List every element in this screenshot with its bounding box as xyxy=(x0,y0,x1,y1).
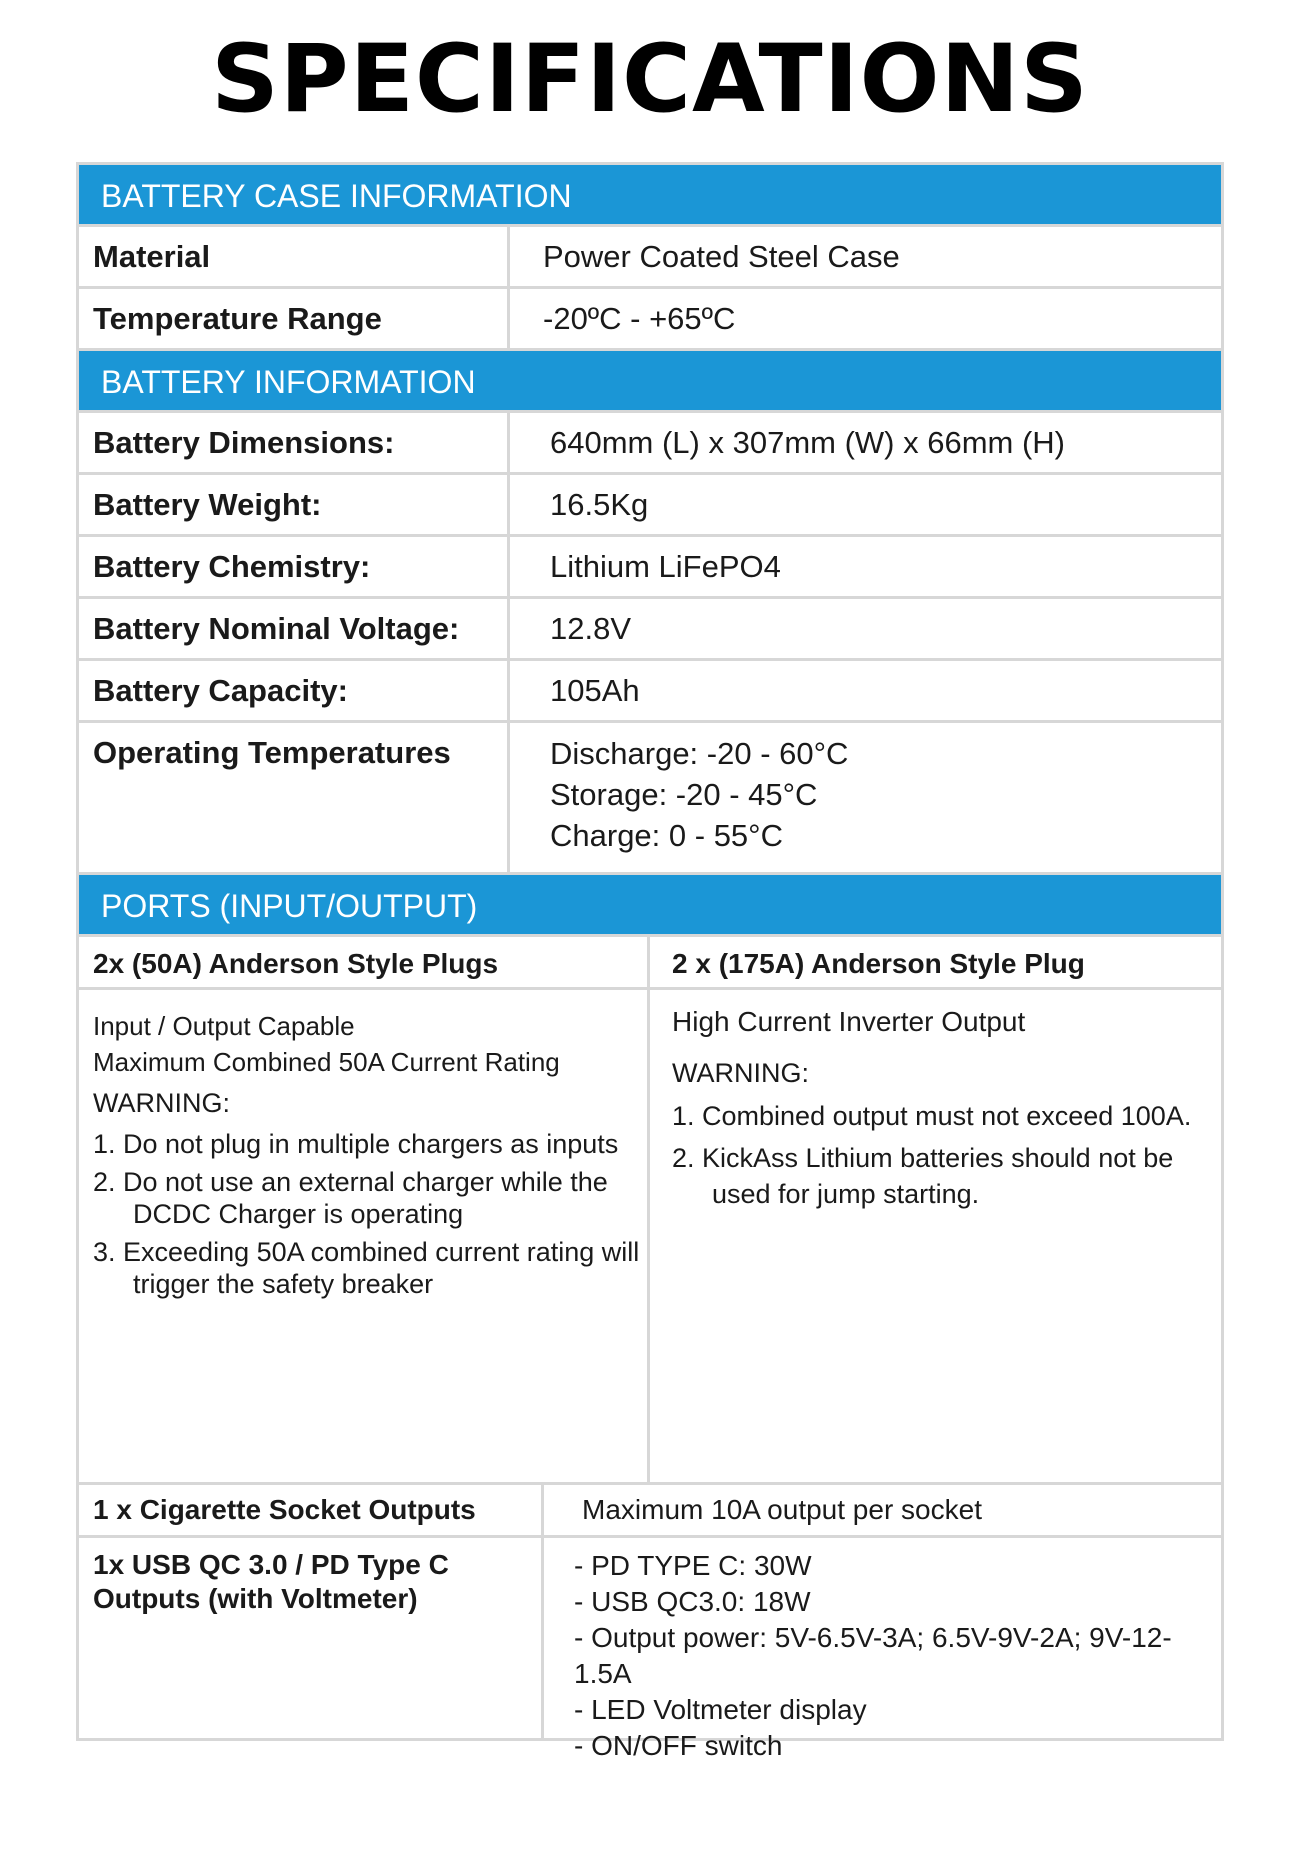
warning-heading: WARNING: xyxy=(672,1058,809,1088)
spec-row-cigarette-socket xyxy=(79,1485,1221,1538)
port-column-175a xyxy=(650,937,1221,1482)
spec-value: Maximum 10A output per socket xyxy=(582,1494,982,1525)
warning-item: 3. Exceeding 50A combined current rating will trigger the safety breaker xyxy=(93,1237,640,1299)
section-header-battery-information: BATTERY INFORMATION xyxy=(79,351,1221,413)
spec-row-nominal-voltage xyxy=(79,599,1221,661)
spec-value: 105Ah xyxy=(550,672,640,708)
warning-heading: WARNING: xyxy=(93,1088,230,1118)
warning-item: 2. KickAss Lithium batteries should not be used for jump starting. xyxy=(672,1143,1174,1209)
usb-label-line: 1x USB QC 3.0 / PD Type C xyxy=(93,1549,449,1580)
usb-spec-item: - LED Voltmeter display xyxy=(574,1694,867,1725)
spec-row-chemistry xyxy=(79,537,1221,599)
spec-value: 640mm (L) x 307mm (W) x 66mm (H) xyxy=(550,424,1065,460)
port-feature-line: Maximum Combined 50A Current Rating xyxy=(93,1047,560,1077)
spec-label: Battery Dimensions: xyxy=(79,413,510,472)
section-header-battery-case: BATTERY CASE INFORMATION xyxy=(79,165,1221,227)
port-details xyxy=(650,990,1221,1482)
spec-label: Temperature Range xyxy=(79,289,510,348)
operating-temp-storage: Storage: -20 - 45°C xyxy=(550,777,818,812)
spec-row-usb-outputs xyxy=(79,1538,1221,1761)
spec-value xyxy=(544,1538,1221,1761)
usb-spec-item: - PD TYPE C: 30W xyxy=(574,1550,812,1581)
spec-value xyxy=(510,723,1221,872)
spec-label: Material xyxy=(79,227,510,286)
page-title: SPECIFICATIONS xyxy=(211,25,1089,134)
spec-row-weight xyxy=(79,475,1221,537)
usb-spec-item: - ON/OFF switch xyxy=(574,1730,783,1761)
spec-label xyxy=(79,1538,544,1738)
operating-temp-charge: Charge: 0 - 55°C xyxy=(550,818,783,853)
specifications-table xyxy=(76,162,1224,1761)
spec-value: 12.8V xyxy=(550,610,632,646)
spec-value: Lithium LiFePO4 xyxy=(550,548,781,584)
spec-label: 1 x Cigarette Socket Outputs xyxy=(79,1485,544,1535)
spec-row-dimensions xyxy=(79,413,1221,475)
spec-value: -20ºC - +65ºC xyxy=(543,300,736,336)
spec-row-operating-temperatures xyxy=(79,723,1221,875)
port-column-50a xyxy=(79,937,650,1482)
spec-label: Battery Weight: xyxy=(79,475,510,534)
spec-label: Operating Temperatures xyxy=(79,723,510,872)
usb-label-line: Outputs (with Voltmeter) xyxy=(93,1583,418,1614)
spec-row-temperature-range xyxy=(79,289,1221,351)
spec-value: 16.5Kg xyxy=(550,486,649,522)
usb-spec-item: - USB QC3.0: 18W xyxy=(574,1586,811,1617)
port-title: 2x (50A) Anderson Style Plugs xyxy=(79,937,647,990)
spec-value: Power Coated Steel Case xyxy=(543,238,900,274)
warning-item: 1. Do not plug in multiple chargers as inputs xyxy=(93,1129,619,1159)
port-feature-line: High Current Inverter Output xyxy=(672,1006,1026,1037)
operating-temp-discharge: Discharge: -20 - 60°C xyxy=(550,736,849,771)
spec-label: Battery Nominal Voltage: xyxy=(79,599,510,658)
usb-spec-item: - Output power: 5V-6.5V-3A; 6.5V-9V-2A; 9V-12-1.5A xyxy=(574,1622,1172,1689)
port-title: 2 x (175A) Anderson Style Plug xyxy=(650,937,1221,990)
warning-item: 2. Do not use an external charger while the DCDC Charger is operating xyxy=(93,1167,608,1229)
port-details xyxy=(79,990,647,1482)
spec-row-material xyxy=(79,227,1221,289)
ports-grid xyxy=(79,937,1221,1485)
spec-label: Battery Capacity: xyxy=(79,661,510,720)
spec-row-capacity xyxy=(79,661,1221,723)
section-header-ports: PORTS (INPUT/OUTPUT) xyxy=(79,875,1221,937)
warning-item: 1. Combined output must not exceed 100A. xyxy=(672,1101,1192,1131)
port-feature-line: Input / Output Capable xyxy=(93,1011,355,1041)
spec-label: Battery Chemistry: xyxy=(79,537,510,596)
